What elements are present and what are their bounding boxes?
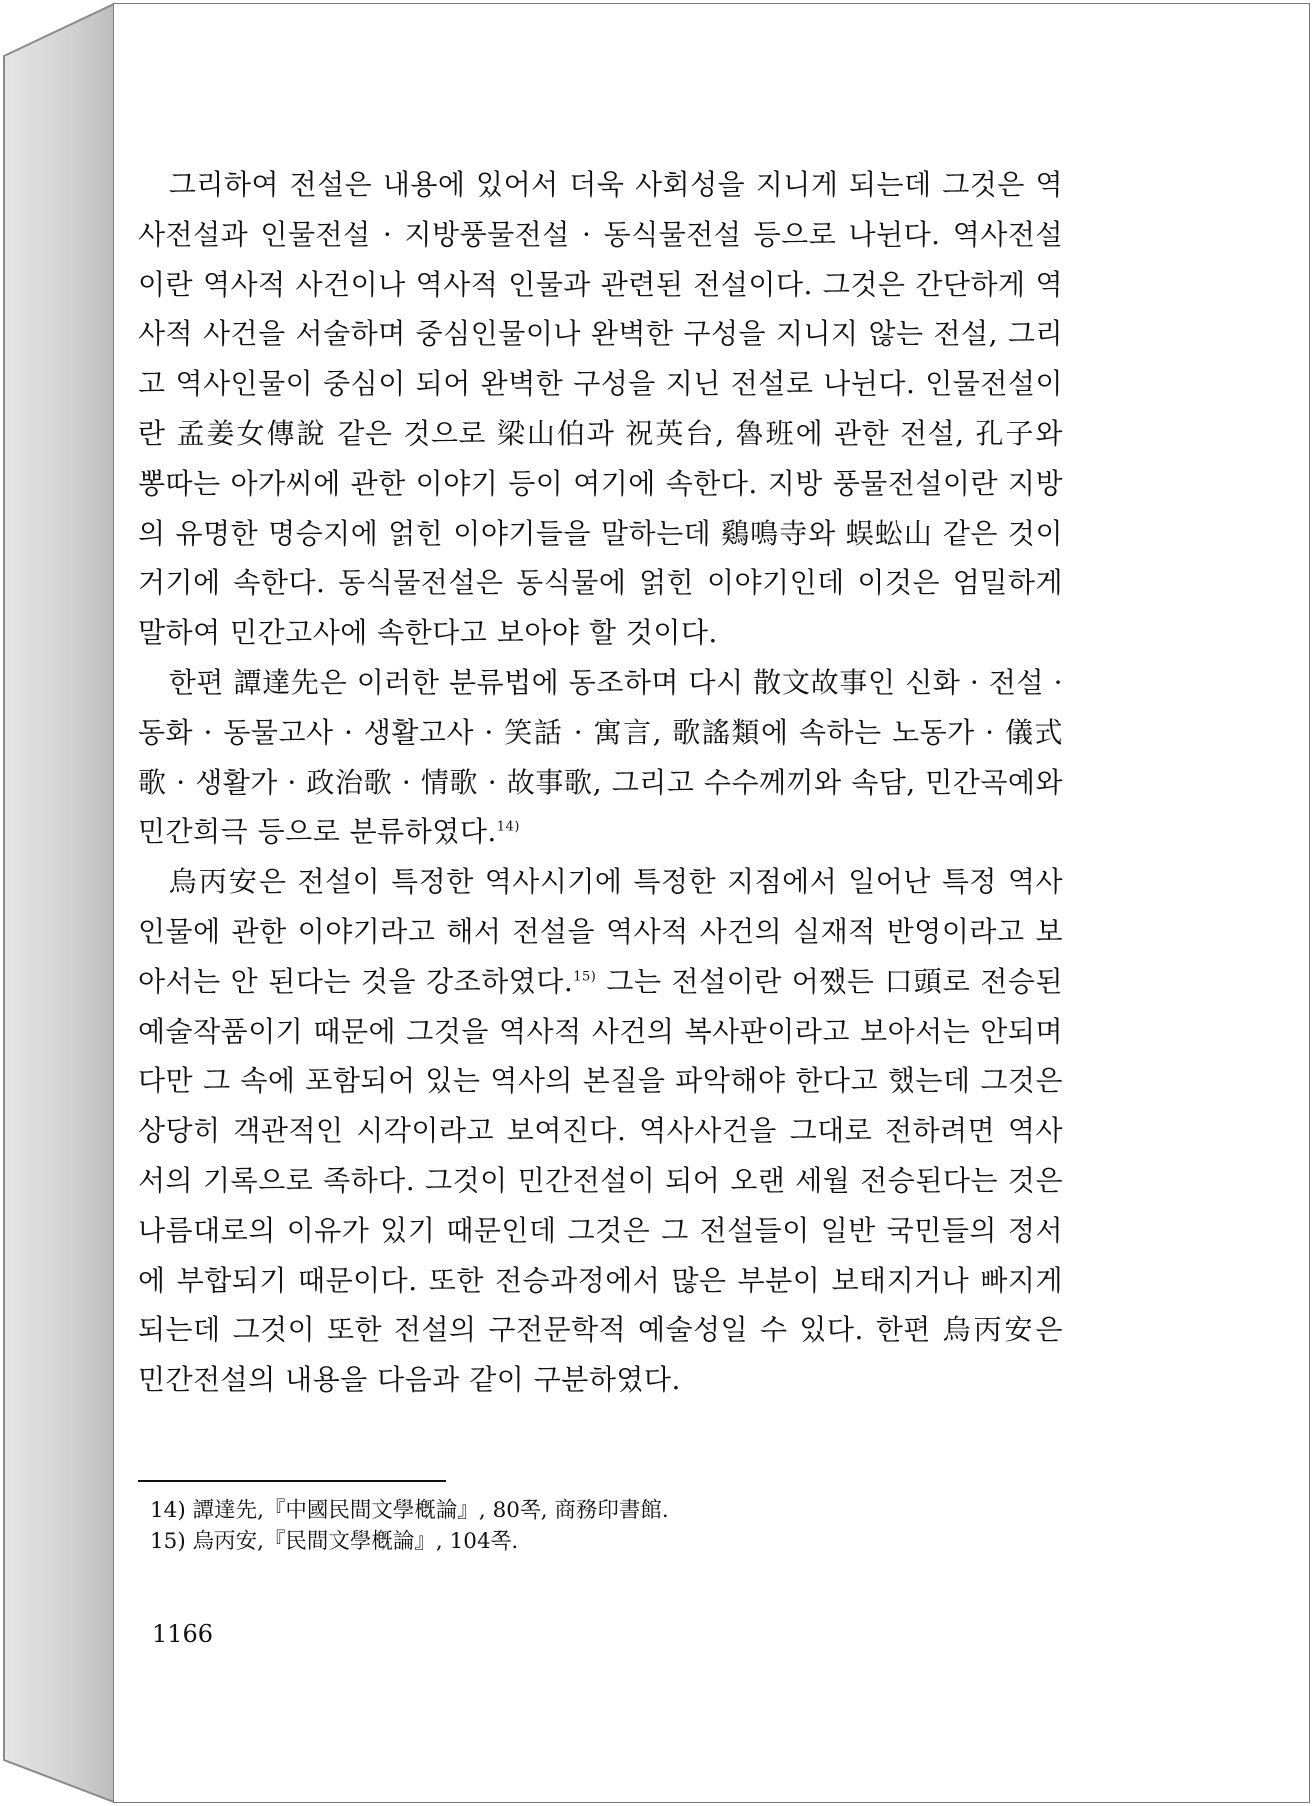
paragraph-2-text: 한편 譚達先은 이러한 분류법에 동조하며 다시 散文故事인 신화 · 전설 · 동화 · 동물고사 · 생활고사 · 笑話 · 寓言, 歌謠類에 속하는 노동가 · 儀式歌 · 생활가 · 政治歌 · 情歌 · 故事歌, 그리고 수수께끼와 속담, 민간곡예와 민간희극 등으로 분류하였다.	[138, 665, 1063, 849]
footnotes	[150, 1495, 1050, 1557]
footnote-divider	[138, 1480, 446, 1482]
body-text	[138, 160, 1063, 1405]
paragraph-3-text: 烏丙安은 전설이 특정한 역사시기에 특정한 지점에서 일어난 특정 역사인물에 관한 이야기라고 해서 전설을 역사적 사건의 실재적 반영이라고 보아서는 안 된다는 것을 강조하였다.	[138, 865, 1064, 998]
footnote-15: 15) 烏丙安,『民間文學槪論』, 104쪽.	[150, 1529, 519, 1554]
paragraph-3-text-continued: 그는 전설이란 어쨌든 口頭로 전승된 예술작품이기 때문에 그것을 역사적 사건의 복사판이라고 보아서는 안되며 다만 그 속에 포함되어 있는 역사의 본질을 파악해야 한다고 했는데 그것은 상당히 객관적인 시각이라고 보여진다. 역사사건을 그대로 전하려면 역사서의 기록으로 족하다. 그것이 민간전설이 되어 오랜 세월 전승된다는 것은 나름대로의 이유가 있기 때문인데 그것은 그 전설들이 일반 국민들의 정서에 부합되기 때문이다. 또한 전승과정에서 많은 부분이 보태지거나 빠지게 되는데 그것이 또한 전설의 구전문학적 예술성일 수 있다. 한편 烏丙安은 민간전설의 내용을 다음과 같이 구분하였다.	[138, 964, 1063, 1397]
footnote-ref-14[interactable]: 14)	[496, 820, 520, 836]
footnote-14: 14) 譚達先,『中國民間文學槪論』, 80쪽, 商務印書館.	[150, 1498, 669, 1523]
book-spine	[4, 4, 114, 1802]
paragraph-3	[138, 857, 1063, 1405]
page-number: 1166	[152, 1620, 214, 1648]
paragraph-2	[138, 658, 1063, 857]
paragraph-1-text: 그리하여 전설은 내용에 있어서 더욱 사회성을 지니게 되는데 그것은 역사전설과 인물전설 · 지방풍물전설 · 동식물전설 등으로 나뉜다. 역사전설이란 역사적 사건이나 역사적 인물과 관련된 전설이다. 그것은 간단하게 역사적 사건을 서술하며 중심인물이나 완벽한 구성을 지니지 않는 전설, 그리고 역사인물이 중심이 되어 완벽한 구성을 지닌 전설로 나뉜다. 인물전설이란 孟姜女傳說 같은 것으로 梁山伯과 祝英台, 魯班에 관한 전설, 孔子와 뽕따는 아가씨에 관한 이야기 등이 여기에 속한다. 지방 풍물전설이란 지방의 유명한 명승지에 얽힌 이야기들을 말하는데 鷄鳴寺와 蜈蚣山 같은 것이 거기에 속한다. 동식물전설은 동식물에 얽힌 이야기인데 이것은 엄밀하게 말하여 민간고사에 속한다고 보아야 할 것이다.	[138, 168, 1063, 650]
paragraph-1	[138, 160, 1063, 658]
footnote-ref-15[interactable]: 15)	[573, 969, 597, 985]
